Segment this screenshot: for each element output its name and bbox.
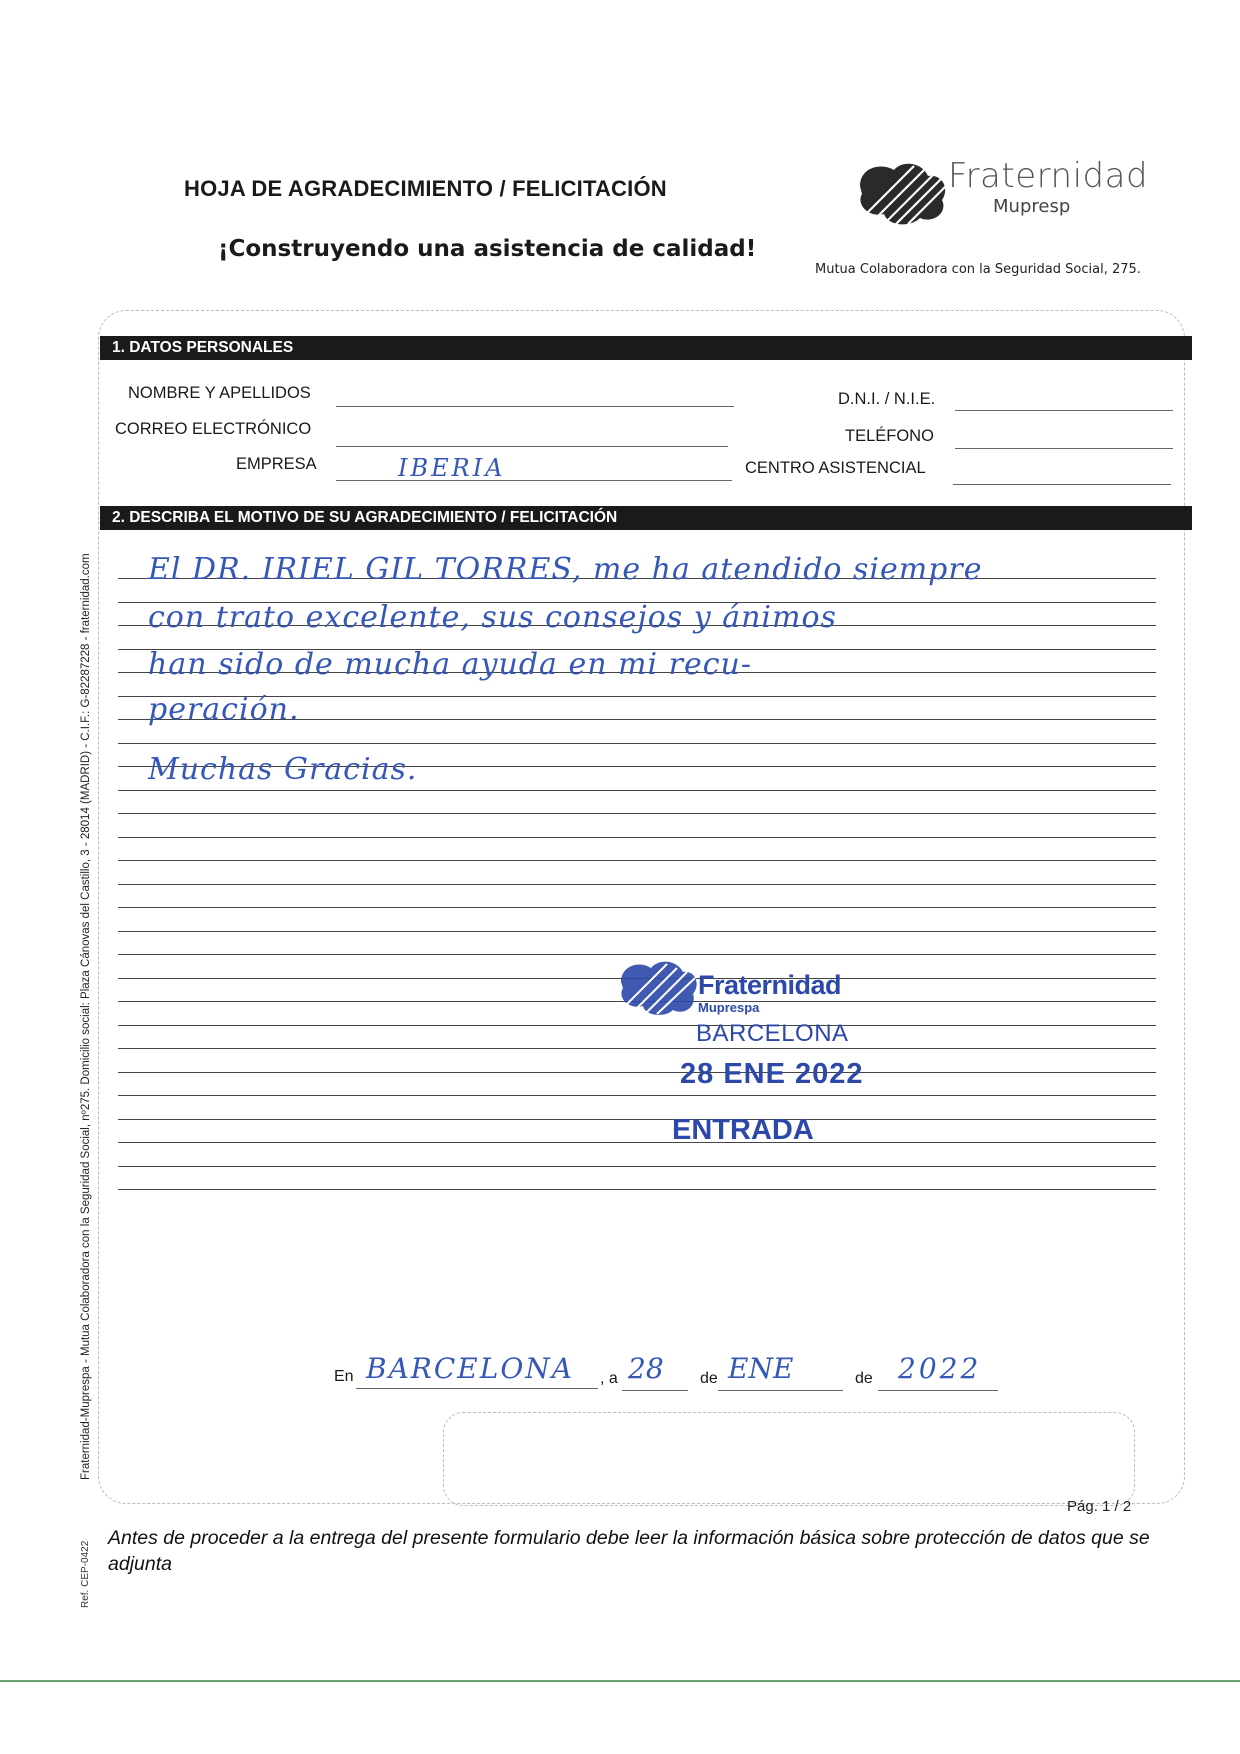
stamp-date: 28 ENE 2022 [680,1058,864,1090]
section-motive-heading: 2. DESCRIBA EL MOTIVO DE SU AGRADECIMIENTO / FELICITACIÓN [100,506,1192,530]
message-line-3: han sido de mucha ayuda en mi recu- [148,647,752,682]
field-year[interactable] [878,1390,998,1391]
field-empresa[interactable] [336,480,732,481]
signature-box[interactable] [443,1412,1135,1506]
message-line-4: peración. [148,692,300,727]
ruled-line [118,1095,1156,1096]
privacy-notice: Antes de proceder a la entrega del presente formulario debe leer la información básica sobre protección de datos que se adjunta [108,1527,1150,1575]
stamp-city: BARCELONA [696,1020,849,1047]
ruled-line [118,907,1156,908]
field-telefono[interactable] [955,448,1173,449]
label-correo: CORREO ELECTRÓNICO [115,420,312,438]
field-day[interactable] [622,1390,688,1391]
field-centro[interactable] [953,484,1171,485]
label-a: , a [600,1370,618,1387]
label-de-1: de [700,1370,718,1387]
value-empresa: IBERIA [398,454,506,482]
value-place: BARCELONA [366,1352,575,1385]
ruled-line [118,790,1156,791]
mutua-caption: Mutua Colaboradora con la Seguridad Social, 275. [815,262,1141,277]
field-nombre[interactable] [336,406,734,407]
message-line-2: con trato excelente, sus consejos y ánimos [148,600,837,635]
value-day: 28 [628,1352,664,1385]
logo-sub: Mupresp [993,196,1071,217]
value-month: ENE [728,1352,794,1385]
label-dni: D.N.I. / N.I.E. [838,390,936,408]
ruled-line [118,1072,1156,1073]
message-line-1: El DR. IRIEL GIL TORRES, me ha atendido siempre [148,552,983,587]
ruled-line [118,1025,1156,1026]
label-de-2: de [855,1370,873,1387]
field-month[interactable] [718,1390,843,1391]
bottom-divider [0,1680,1240,1682]
ruled-line [118,1119,1156,1120]
stamp-entry: ENTRADA [672,1114,814,1146]
ruled-line [118,743,1156,744]
message-line-5: Muchas Gracias. [148,752,418,787]
ruled-line [118,1048,1156,1049]
label-telefono: TELÉFONO [845,427,934,445]
label-empresa: EMPRESA [236,455,317,473]
stamp-sub: Muprespa [698,1000,760,1015]
field-dni[interactable] [955,410,1173,411]
logo-name: Fraternidad [948,156,1149,196]
legal-side-text: Fraternidad-Muprespa - Mutua Colaboradora con la Seguridad Social, nº275. Domicilio social: Plaza Cánovas del Castillo, 3 - 28014 (MADRID) - C.I.F.: G-82287228 - fraternidad.com [80,553,92,1480]
section-personal-data-heading: 1. DATOS PERSONALES [100,336,1192,360]
page-number: Pág. 1 / 2 [1067,1498,1132,1515]
field-place[interactable] [356,1388,598,1389]
value-year: 2022 [898,1352,982,1385]
ruled-line [118,813,1156,814]
ruled-line [118,931,1156,932]
form-title: HOJA DE AGRADECIMIENTO / FELICITACIÓN [184,176,667,201]
ruled-line [118,860,1156,861]
field-correo[interactable] [336,446,728,447]
stamp-name: Fraternidad [698,970,842,1000]
ruled-line [118,954,1156,955]
label-en: En [334,1368,354,1385]
ruled-line [118,1166,1156,1167]
ruled-line [118,837,1156,838]
reference-code: Ref. CEP-0422 [80,1540,91,1608]
label-nombre: NOMBRE Y APELLIDOS [128,384,311,402]
label-centro: CENTRO ASISTENCIAL [745,459,926,477]
ruled-line [118,1142,1156,1143]
ruled-line [118,1189,1156,1190]
form-subtitle: ¡Construyendo una asistencia de calidad! [218,236,757,262]
ruled-line [118,884,1156,885]
stamp-logo-icon [615,956,699,1018]
